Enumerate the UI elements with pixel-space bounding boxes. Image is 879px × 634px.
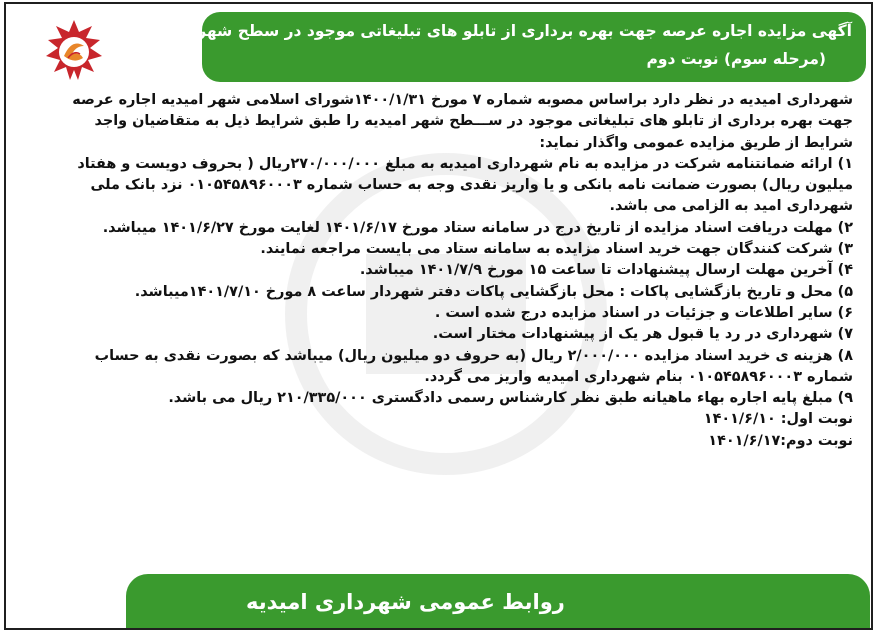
text-line: شماره ۰۱۰۵۴۵۸۹۶۰۰۰۳ بنام شهرداری امیدیه واریز می گردد. <box>424 368 853 385</box>
text-line: ۱) ارائه ضمانتنامه شرکت در مزایده به نام شهرداری امیدیه به مبلغ ۲۷۰/۰۰۰/۰۰۰ریال ( بحروف دویست و هفتاد <box>77 155 853 172</box>
publication-dates <box>24 409 853 452</box>
condition-item-3 <box>24 239 853 260</box>
condition-item-2 <box>24 218 853 239</box>
text-line: ۳) شرکت کنندگان جهت خرید اسناد مزایده به سامانه ستاد می بایست مراجعه نمایند. <box>260 241 853 258</box>
intro-paragraph <box>24 90 853 154</box>
text-line: ۲) مهلت دریافت اسناد مزایده از تاریخ درج در سامانه ستاد مورخ ۱۴۰۱/۶/۱۷ لغایت مورخ ۱۴۰۱/۶/۲۷ میباشد. <box>102 219 853 236</box>
text-line: شرایط از طریق مزایده عمومی واگذار نماید: <box>539 134 853 151</box>
advertisement-frame <box>4 2 873 630</box>
text-line: ۵) محل و تاریخ بازگشایی پاکات : محل بازگشایی پاکات دفتر شهردار ساعت ۸ مورخ ۱۴۰۱/۷/۱۰میباشد. <box>134 283 853 300</box>
condition-item-7 <box>24 324 853 345</box>
text-line: میلیون ریال) بصورت ضمانت نامه بانکی و یا واریز نقدی وجه به حساب شماره ۰۱۰۵۴۵۸۹۶۰۰۰۳ نزد بانک ملی <box>90 177 853 194</box>
announcement-body <box>24 90 853 452</box>
footer-banner <box>126 574 870 630</box>
announcement-title: آگهی مزایده اجاره عرصه جهت بهره برداری از تابلو های تبلیغاتی موجود در سطح شهر امیدیه <box>146 22 852 40</box>
condition-item-4 <box>24 260 853 281</box>
condition-item-9 <box>24 388 853 409</box>
second-publication-date: نوبت دوم:۱۴۰۱/۶/۱۷ <box>708 432 853 449</box>
text-line: شهرداری امیدیه در نظر دارد براساس مصوبه شماره ۷ مورخ ۱۴۰۰/۱/۳۱شورای اسلامی شهر امیدیه اجاره عرصه <box>72 92 853 108</box>
announcement-header <box>146 12 866 82</box>
text-line: ۹) مبلغ پایه اجاره بهاء ماهیانه طبق نظر کارشناس رسمی دادگستری ۲۱۰/۳۳۵/۰۰۰ ریال می باشد. <box>168 390 853 407</box>
text-line: ۴) آخرین مهلت ارسال پیشنهادات تا ساعت ۱۵ مورخ ۱۴۰۱/۷/۹ میباشد. <box>359 262 853 279</box>
text-line: ۷) شهرداری در رد یا قبول هر یک از پیشنهادات مختار است. <box>432 326 853 343</box>
text-line: ۸) هزینه ی خرید اسناد مزایده ۲/۰۰۰/۰۰۰ ریال (به حروف دو میلیون ریال) میباشد که بصورت نقدی به حساب <box>94 347 853 364</box>
announcement-subtitle: (مرحله سوم) نوبت دوم <box>646 50 826 68</box>
footer-text: روابط عمومی شهرداری امیدیه <box>246 590 565 614</box>
condition-item-5 <box>24 282 853 303</box>
text-line: شهرداری امید به الزامی می باشد. <box>609 198 853 215</box>
municipality-emblem-icon <box>28 18 120 92</box>
condition-item-1 <box>24 154 853 218</box>
condition-item-6 <box>24 303 853 324</box>
text-line: جهت بهره برداری از تابلو های تبلیغاتی موجود در ســـطح شهر امیدیه را طبق شرایط ذیل به متقاضیان واجد <box>94 113 853 130</box>
condition-item-8 <box>24 346 853 389</box>
first-publication-date: نوبت اول: ۱۴۰۱/۶/۱۰ <box>703 411 853 428</box>
text-line: ۶) سایر اطلاعات و جزئیات در اسناد مزایده درج شده است . <box>434 304 853 321</box>
